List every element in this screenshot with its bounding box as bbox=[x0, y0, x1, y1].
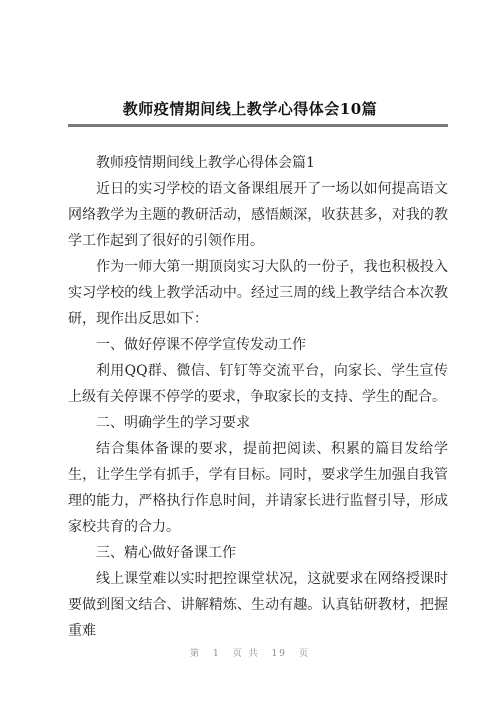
footer-label-end: 页 bbox=[299, 649, 311, 659]
document-body bbox=[68, 150, 448, 644]
paragraph: 利用QQ群、微信、钉钉等交流平台，向家长、学生宣传上级有关停课不停学的要求，争取家长的支持、学生的配合。 bbox=[68, 363, 448, 405]
section-heading: 三、精心做好备课工作 bbox=[96, 545, 236, 561]
section-heading: 一、做好停课不停学宣传发动工作 bbox=[96, 337, 306, 353]
paragraph: 线上课堂难以实时把控课堂状况，这就要求在网络授课时要做到图文结合、讲解精炼、生动有趣。认真钻研教材，把握重难 bbox=[68, 571, 448, 639]
paragraph-heading: 教师疫情期间线上教学心得体会篇1 bbox=[96, 155, 315, 171]
section-heading: 二、明确学生的学习要求 bbox=[96, 415, 250, 431]
footer-label-of: 页 共 bbox=[232, 649, 260, 659]
page-footer bbox=[0, 646, 500, 659]
title-divider bbox=[68, 124, 448, 127]
footer-current-page: 1 bbox=[212, 649, 221, 659]
footer-total-pages: 19 bbox=[271, 649, 288, 659]
footer-label-page: 第 bbox=[189, 649, 201, 659]
paragraph: 结合集体备课的要求，提前把阅读、积累的篇目发给学生，让学生学有抓手，学有目标。同时，要求学生加强自我管理的能力，严格执行作息时间，并请家长进行监督引导，形成家校共育的合力。 bbox=[68, 441, 448, 535]
paragraph: 作为一师大第一期顶岗实习大队的一份子，我也积极投入实习学校的线上教学活动中。经过三周的线上教学结合本次教研，现作出反思如下： bbox=[68, 259, 448, 327]
paragraph: 近日的实习学校的语文备课组展开了一场以如何提高语文网络教学为主题的教研活动，感悟颇深，收获甚多，对我的教学工作起到了很好的引领作用。 bbox=[68, 181, 448, 249]
document-title: 教师疫情期间线上教学心得体会10篇 bbox=[122, 100, 378, 118]
